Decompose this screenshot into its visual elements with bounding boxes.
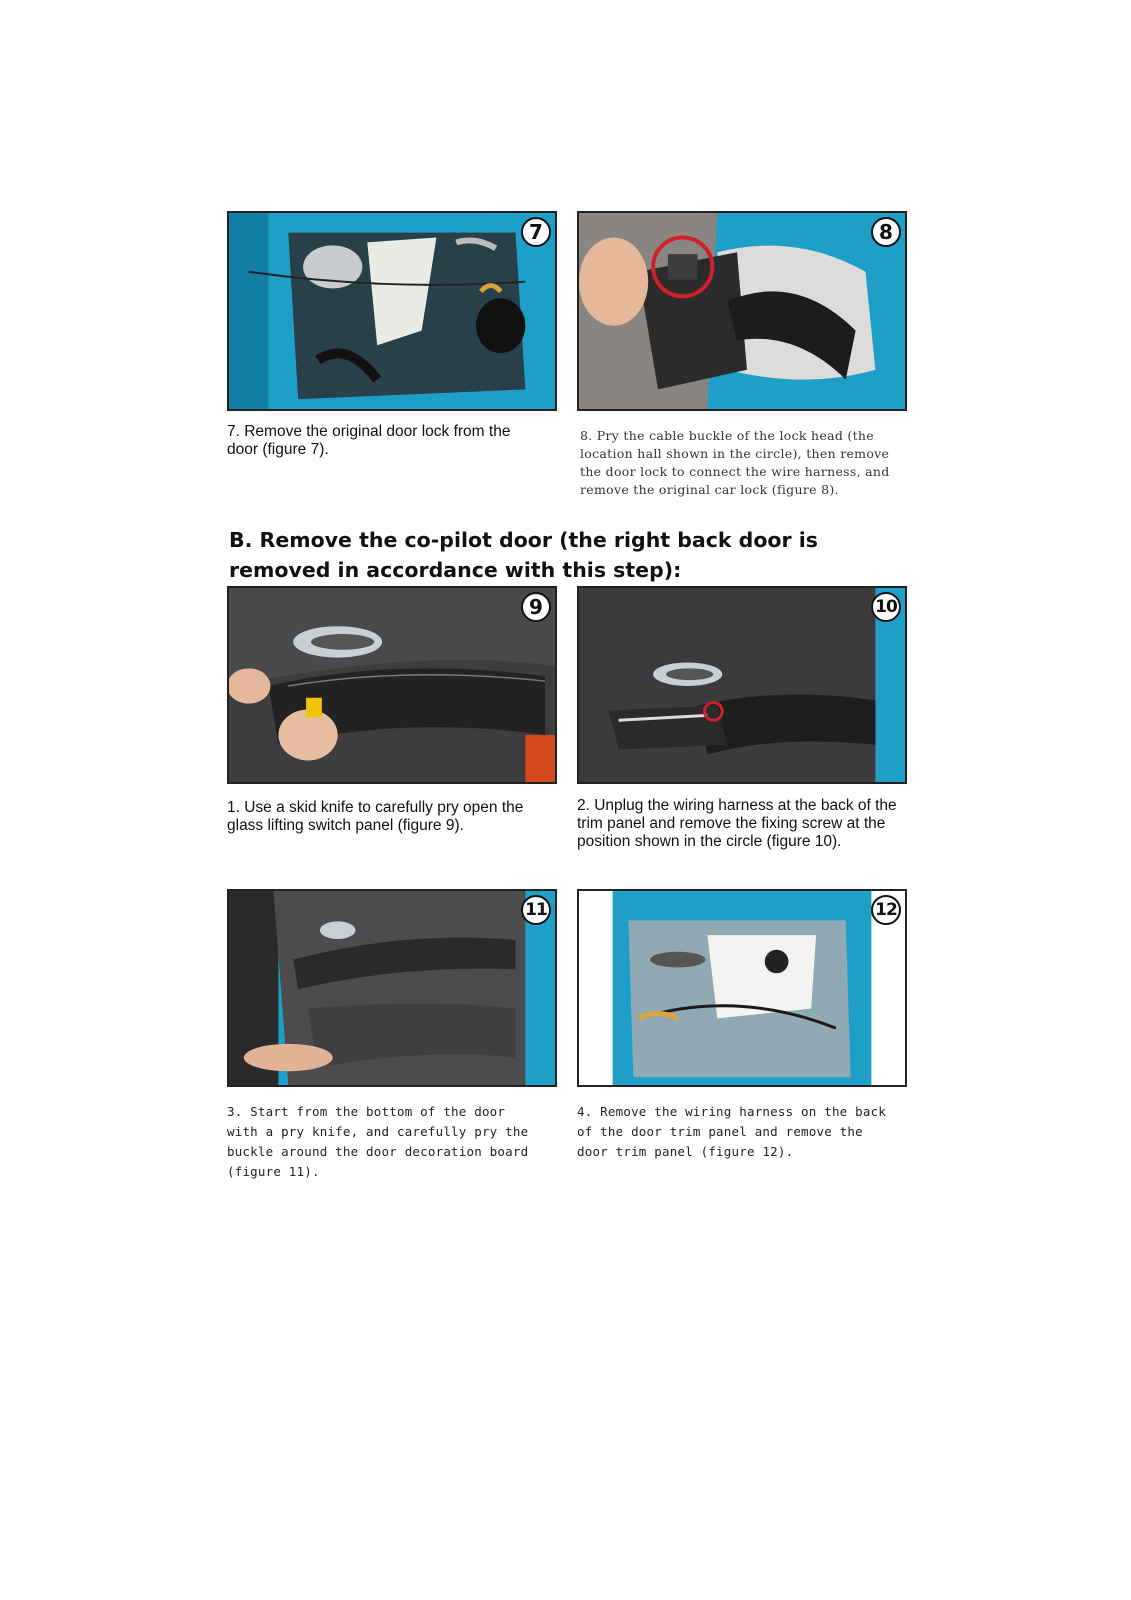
door-interior-illustration: [229, 213, 555, 409]
figure-9-photo: [227, 586, 557, 784]
figure-10-caption: 2. Unplug the wiring harness at the back of the trim panel and remove the fixing screw at the position shown in the circle (figure 10).: [577, 797, 897, 850]
figure-8-photo: [577, 211, 907, 411]
figure-number-badge: 11: [521, 895, 551, 925]
section-heading: B. Remove the co-pilot door (the right back door is removed in accordance with this step):: [229, 528, 818, 582]
door-stripped-illustration: [579, 891, 905, 1085]
figure-9-caption: 1. Use a skid knife to carefully pry open the glass lifting switch panel (figure 9).: [227, 799, 524, 834]
figure-10-photo: [577, 586, 907, 784]
figure-12-caption: 4. Remove the wiring harness on the back of the door trim panel and remove the door trim panel (figure 12).: [577, 1104, 887, 1159]
lock-head-illustration: [579, 213, 905, 409]
figure-12-photo: [577, 889, 907, 1087]
figure-number-badge: 7: [521, 217, 551, 247]
figure-number-badge: 8: [871, 217, 901, 247]
door-board-illustration: [229, 891, 555, 1085]
figure-8-caption: 8. Pry the cable buckle of the lock head (the location hall shown in the circle), then remove the door lock to connect the wire harness, and remove the original car lock (figure 8).: [580, 428, 890, 497]
figure-7-caption: 7. Remove the original door lock from the door (figure 7).: [227, 423, 511, 458]
switch-panel-illustration: [229, 588, 555, 782]
figure-11-caption: 3. Start from the bottom of the door with a pry knife, and carefully pry the buckle around the door decoration board (figure 11).: [227, 1104, 529, 1179]
figure-number-badge: 9: [521, 592, 551, 622]
figure-11-photo: [227, 889, 557, 1087]
trim-panel-illustration: [579, 588, 905, 782]
figure-number-badge: 10: [871, 592, 901, 622]
figure-7-photo: [227, 211, 557, 411]
figure-number-badge: 12: [871, 895, 901, 925]
